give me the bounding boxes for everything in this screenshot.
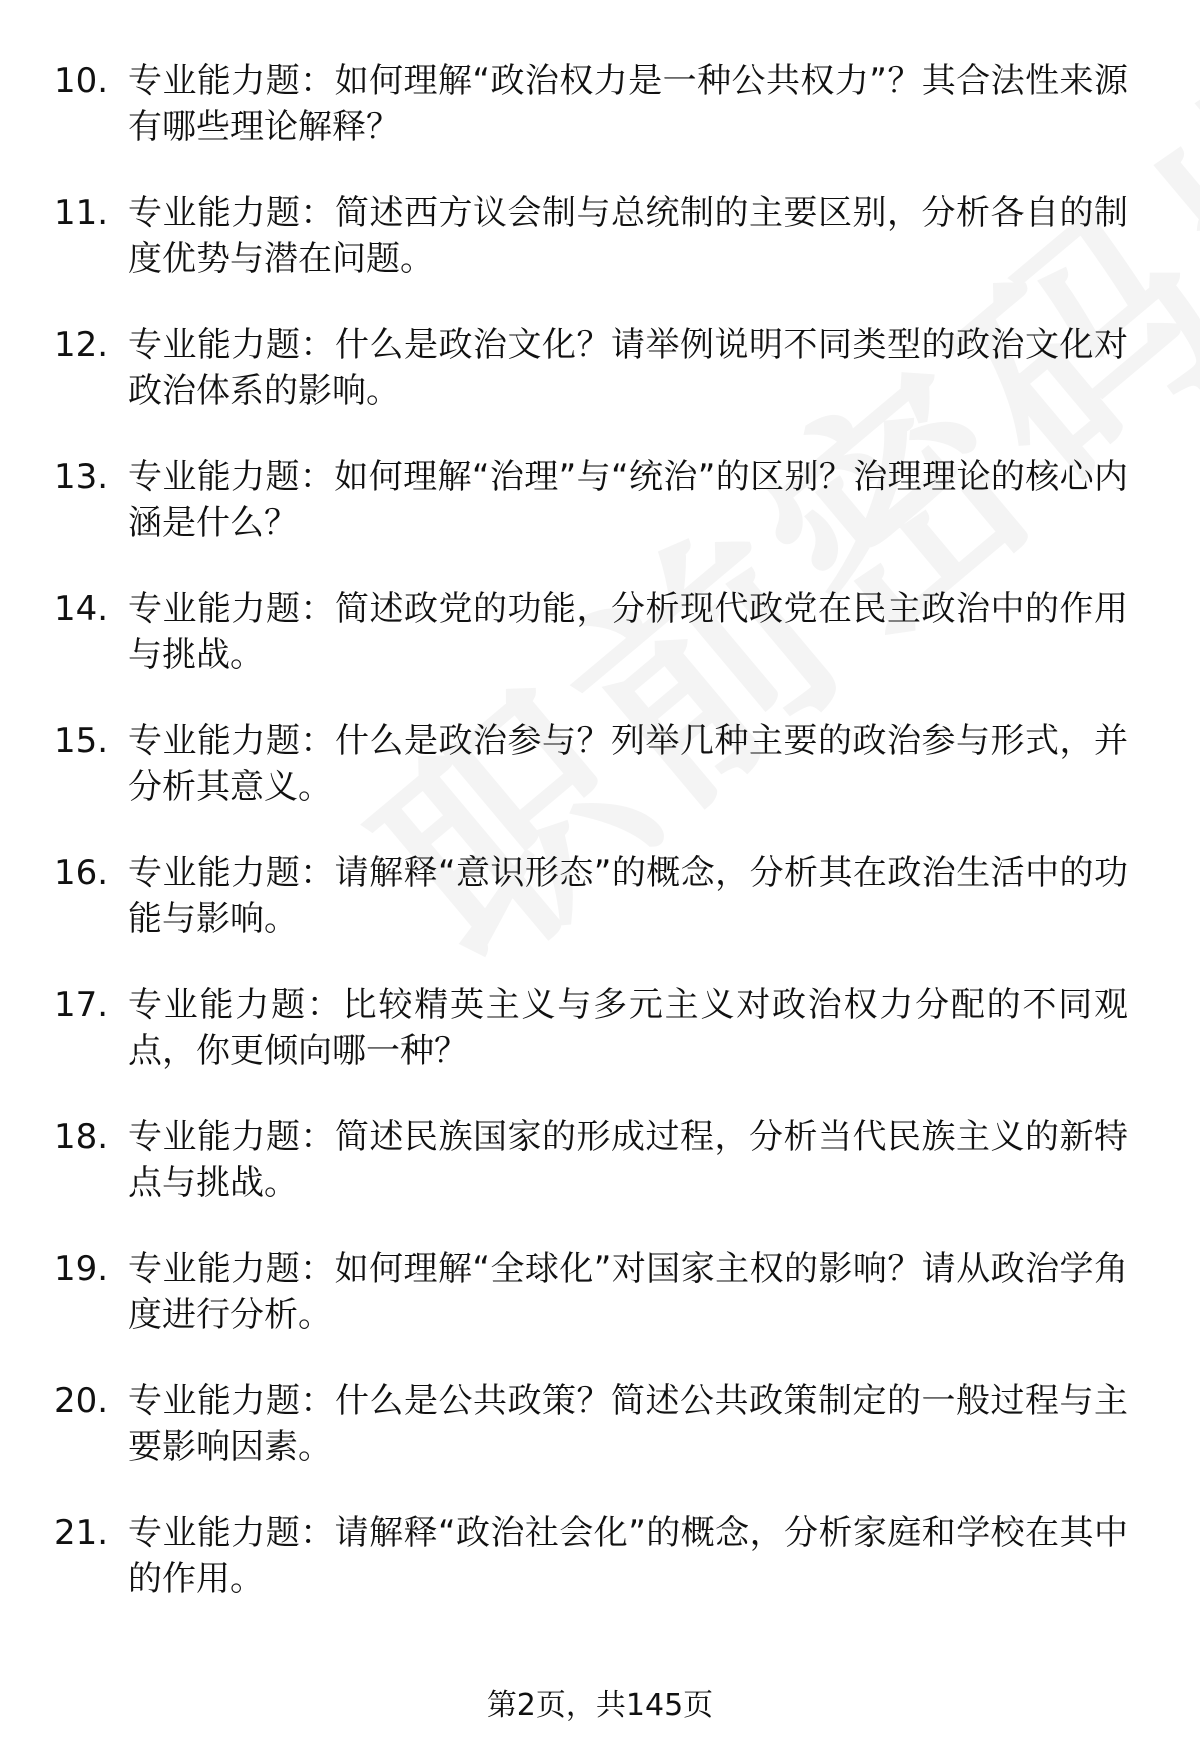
question-item (54, 58, 1144, 190)
question-number: 20. (54, 1381, 109, 1421)
question-number: 17. (54, 985, 109, 1025)
question-text: 专业能力题：什么是政治文化？请举例说明不同类型的政治文化对政治体系的影响。 (128, 325, 1128, 411)
question-item (54, 190, 1144, 322)
question-text: 专业能力题：什么是公共政策？简述公共政策制定的一般过程与主要影响因素。 (128, 1381, 1128, 1467)
question-item (54, 586, 1144, 718)
question-item (54, 1114, 1144, 1246)
question-text: 专业能力题：请解释“政治社会化”的概念，分析家庭和学校在其中的作用。 (128, 1513, 1128, 1599)
question-text: 专业能力题：请解释“意识形态”的概念，分析其在政治生活中的功能与影响。 (128, 853, 1128, 939)
question-item (54, 718, 1144, 850)
question-text: 专业能力题：简述民族国家的形成过程，分析当代民族主义的新特点与挑战。 (128, 1117, 1128, 1203)
question-item (54, 982, 1144, 1114)
question-item (54, 322, 1144, 454)
question-number: 15. (54, 721, 109, 761)
question-item (54, 454, 1144, 586)
question-text: 专业能力题：简述西方议会制与总统制的主要区别，分析各自的制度优势与潜在问题。 (128, 193, 1128, 279)
question-text: 专业能力题：什么是政治参与？列举几种主要的政治参与形式，并分析其意义。 (128, 721, 1128, 807)
question-list (54, 58, 1144, 1642)
question-text: 专业能力题：如何理解“政治权力是一种公共权力”？其合法性来源有哪些理论解释？ (128, 61, 1128, 147)
question-number: 13. (54, 457, 109, 497)
question-number: 11. (54, 193, 109, 233)
question-number: 16. (54, 853, 109, 893)
question-number: 12. (54, 325, 109, 365)
question-item (54, 1510, 1144, 1642)
question-number: 14. (54, 589, 109, 629)
question-number: 10. (54, 61, 109, 101)
question-text: 专业能力题：比较精英主义与多元主义对政治权力分配的不同观点，你更倾向哪一种？ (128, 985, 1128, 1071)
question-item (54, 850, 1144, 982)
question-number: 18. (54, 1117, 109, 1157)
question-item (54, 1246, 1144, 1378)
question-number: 21. (54, 1513, 109, 1553)
question-text: 专业能力题：简述政党的功能，分析现代政党在民主政治中的作用与挑战。 (128, 589, 1128, 675)
question-item (54, 1378, 1144, 1510)
page-number: 第2页，共145页 (486, 1688, 714, 1723)
question-text: 专业能力题：如何理解“全球化”对国家主权的影响？请从政治学角度进行分析。 (128, 1249, 1128, 1335)
question-text: 专业能力题：如何理解“治理”与“统治”的区别？治理理论的核心内涵是什么？ (128, 457, 1128, 543)
question-number: 19. (54, 1249, 109, 1289)
